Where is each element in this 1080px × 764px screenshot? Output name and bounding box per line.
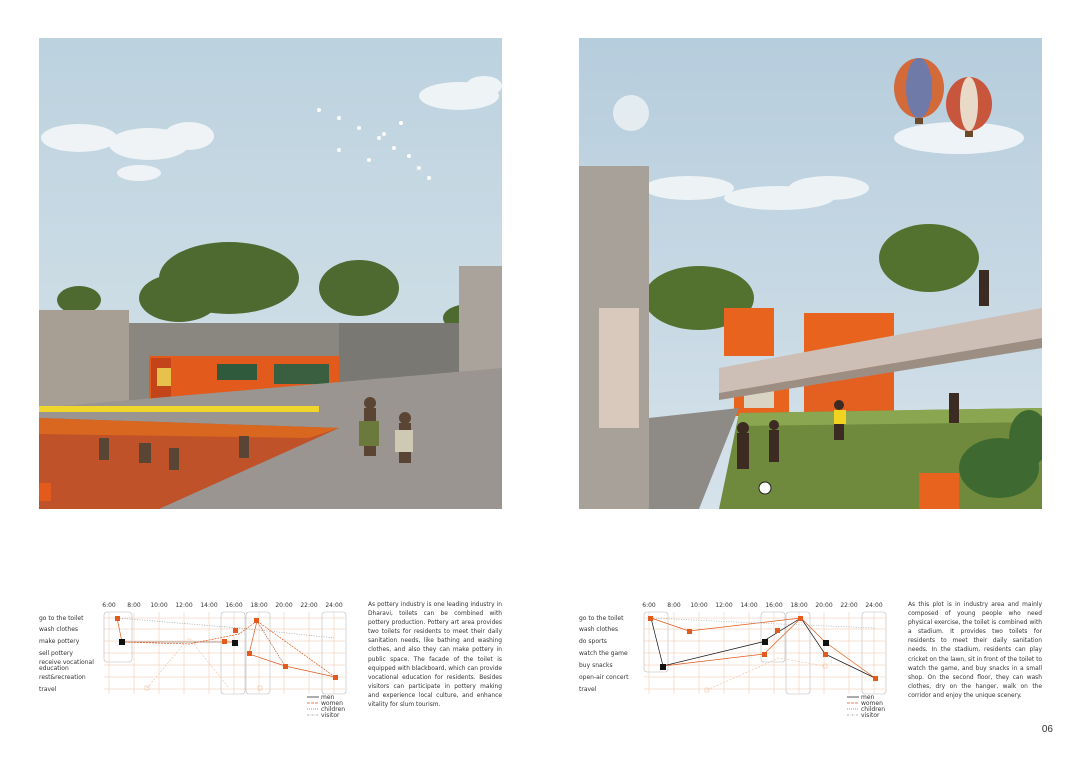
time-tick-label: 6:00 <box>102 602 116 609</box>
time-tick-label: 10:00 <box>690 602 708 609</box>
time-tick-label: 16:00 <box>225 602 243 609</box>
activity-row-label: travel <box>39 686 57 693</box>
activity-row-label: buy snacks <box>579 662 613 669</box>
time-tick-label: 6:00 <box>642 602 656 609</box>
node1-description: As pottery industry is one leading industry in Dharavi, toilets can be combined with pottery production. Pottery art area provides two toilets for residents to meet their daily sanitation needs, like bathing and washing clothes, and also they can make pottery in public space. The facade of the toilet is equipped with blackboard, which can provide vocational education for residents. Besides visitors can participate in pottery making and experience local culture, and enhance vitality for slum tourism. <box>368 602 502 709</box>
activity-row-label: sell pottery <box>39 650 73 657</box>
legend-item-label: men <box>321 694 335 701</box>
activity-row-label: wash clothes <box>39 626 79 633</box>
time-tick-label: 12:00 <box>715 602 733 609</box>
node2-stadium-scene-image <box>579 38 1042 509</box>
activity-row-label: open-air concert <box>579 674 629 681</box>
time-tick-label: 8:00 <box>127 602 141 609</box>
legend-item-label: women <box>861 700 883 707</box>
node1-pottery-scene-image <box>39 38 502 509</box>
time-tick-label: 22:00 <box>840 602 858 609</box>
time-tick-label: 12:00 <box>175 602 193 609</box>
time-tick-label: 18:00 <box>790 602 808 609</box>
legend-item-label: children <box>321 706 346 713</box>
time-tick-label: 14:00 <box>200 602 218 609</box>
time-tick-label: 20:00 <box>815 602 833 609</box>
legend-item-label: women <box>321 700 343 707</box>
time-tick-label: 18:00 <box>250 602 268 609</box>
activity-row-label: watch the game <box>579 650 628 657</box>
activity-row-label: go to the toilet <box>579 615 624 622</box>
legend-item-label: visitor <box>861 712 880 719</box>
legend-item-label: visitor <box>321 712 340 719</box>
node1-timeline-chart <box>39 598 349 728</box>
node2-timeline-chart <box>579 598 889 728</box>
legend-item-label: men <box>861 694 875 701</box>
activity-row-label: travel <box>579 686 597 693</box>
time-tick-label: 22:00 <box>300 602 318 609</box>
time-tick-label: 8:00 <box>667 602 681 609</box>
time-tick-label: 24:00 <box>325 602 343 609</box>
activity-row-label: make pottery <box>39 638 80 645</box>
page-number: 06 <box>1041 724 1053 735</box>
time-tick-label: 10:00 <box>150 602 168 609</box>
activity-row-label: receive vocational education <box>39 659 94 672</box>
activity-row-label: rest&recreation <box>39 674 86 681</box>
activity-row-label: wash clothes <box>579 626 619 633</box>
node2-description: As this plot is in industry area and mainly composed of young people who need physical exercise, the toilet is combined with a stadium. It provides two toilets for residents to meet their daily sanitation needs. In the stadium, residents can play cricket on the lawn, sit in front of the toilet to watch the game, and buy snacks in a small shop. On the second floor, they can wash clothes, dry on the hanger, walk on the corridor and enjoy the unique scenery. <box>908 602 1042 699</box>
time-tick-label: 14:00 <box>740 602 758 609</box>
time-tick-label: 20:00 <box>275 602 293 609</box>
time-tick-label: 24:00 <box>865 602 883 609</box>
activity-row-label: do sports <box>579 638 607 645</box>
activity-row-label: go to the toilet <box>39 615 84 622</box>
legend-item-label: children <box>861 706 886 713</box>
time-tick-label: 16:00 <box>765 602 783 609</box>
